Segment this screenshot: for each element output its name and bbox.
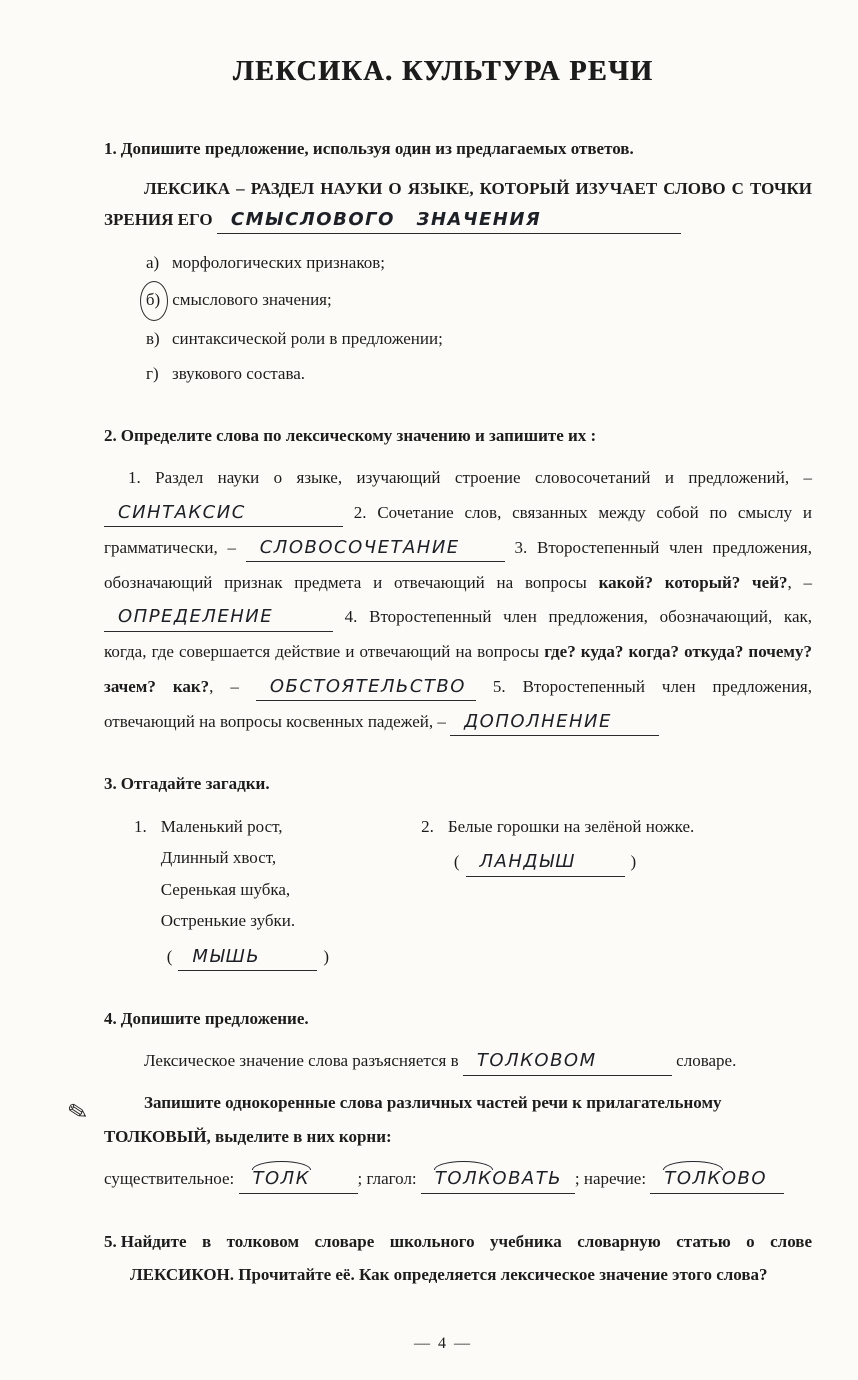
riddle-1-line: Остренькие зубки. <box>160 911 296 931</box>
exercise-3 <box>104 770 812 972</box>
exercise-3-number: 3. <box>104 773 117 793</box>
definition-5-text: 5. Второстепенный член предложения, отвечающий на вопросы косвенных падежей, – <box>104 677 812 732</box>
definition-4-questions: где? куда? когда? откуда? почему? зачем? как? <box>104 642 812 697</box>
exercise-1-heading <box>104 135 812 162</box>
riddle-1-body <box>161 811 335 972</box>
exercise-3-prompt: Отгадайте загадки. <box>120 773 270 793</box>
root-mark-verb: ТОЛК <box>435 1167 492 1191</box>
circled-option-b-letter: б) <box>140 281 168 321</box>
riddle-2-text: Белые горошки на зелёной ножке. <box>447 817 695 837</box>
definition-1-text: 1. Раздел науки о языке, изучающий строение словосочетаний и предложений, – <box>128 468 812 488</box>
exercise-1 <box>104 135 812 392</box>
close-paren: ) <box>323 946 330 966</box>
line-1-post: словаре. <box>671 1051 737 1071</box>
answer-blank-tolk <box>239 1167 358 1193</box>
option-b-text: смыслового значения; <box>172 289 332 309</box>
riddle-2-number: 2. <box>421 817 434 837</box>
noun-label: существительное: <box>104 1169 239 1189</box>
riddle-1-answer-line <box>161 941 335 972</box>
exercise-2 <box>104 422 812 740</box>
exercise-5-number: 5. <box>104 1232 117 1252</box>
exercise-4-heading <box>104 1002 812 1036</box>
exercise-2-number: 2. <box>104 425 117 445</box>
option-a-letter: а) <box>146 253 160 273</box>
exercise-1-number: 1. <box>104 138 117 158</box>
root-mark-noun: ТОЛК <box>253 1167 310 1191</box>
definition-3-tail: , – <box>787 572 813 592</box>
page-number: — 4 — <box>414 1334 472 1352</box>
adverb-rest: ОВО <box>721 1168 767 1190</box>
option-g-text: звукового состава. <box>172 364 306 384</box>
option-g <box>146 356 812 392</box>
definition-4-text: 4. Второстепенный член предложения, обозначающий, как, когда, где совершается действие и отвечающий на вопросы <box>104 607 812 662</box>
option-v-letter: в) <box>146 328 160 348</box>
answer-blank-tolkovat <box>421 1167 575 1193</box>
option-v-text: синтаксической роли в предложении; <box>172 328 443 348</box>
exercise-4 <box>65 1002 812 1196</box>
definition-2-text: 2. Сочетание слов, связанных между собой по смыслу и грамматически, – <box>104 502 812 557</box>
answer-blank-lexika: СМЫСЛОВОГО ЗНАЧЕНИЯ <box>217 208 681 234</box>
exercise-2-prompt: Определите слова по лексическому значению и запишите их : <box>120 425 597 445</box>
riddle-2-body <box>448 811 694 972</box>
exercise-5-heading <box>104 1226 812 1291</box>
definition-4-tail: , – <box>209 677 256 697</box>
answer-blank-obstoyatelstvo: ОБСТОЯТЕЛЬСТВО <box>256 675 476 701</box>
riddle-2 <box>421 811 694 972</box>
separator-2: ; наречие: <box>574 1169 651 1189</box>
exercise-4-prompt: Допишите предложение. <box>120 1009 309 1029</box>
line-1-pre: Лексическое значение слова разъясняется в <box>144 1051 463 1071</box>
answer-blank-landysh: ЛАНДЫШ <box>466 850 625 876</box>
option-v <box>146 321 812 357</box>
exercise-4-instruction: Запишите однокоренные слова различных частей речи к прилагательному ТОЛКОВЫЙ, выделите в них корни: <box>104 1093 722 1147</box>
riddle-1-line: Серенькая шубка, <box>160 879 291 899</box>
option-b <box>146 281 812 321</box>
answer-blank-tolkovo <box>650 1167 784 1193</box>
riddle-1 <box>134 811 335 972</box>
open-paren: ( <box>166 946 173 966</box>
exercise-3-heading <box>104 770 812 797</box>
exercise-4-number: 4. <box>104 1009 117 1029</box>
answer-blank-tolkovom: ТОЛКОВОМ <box>463 1049 672 1075</box>
option-g-letter: г) <box>146 364 159 384</box>
answer-blank-dopolnenie: ДОПОЛНЕНИЕ <box>450 710 659 736</box>
exercise-5-text: Найдите в толковом словаре школьного учебника словарную статью о слове ЛЕКСИКОН. Прочитайте её. Как определяется лексическое значение этого слова? <box>120 1232 812 1284</box>
answer-blank-syntax: СИНТАКСИС <box>104 501 343 527</box>
definition-3-questions: какой? который? чей? <box>598 572 788 592</box>
exercise-1-prompt: Допишите предложение, используя один из предлагаемых ответов. <box>120 138 634 158</box>
pencil-icon: ✎ <box>65 1098 91 1129</box>
statement-text: ЛЕКСИКА – РАЗДЕЛ НАУКИ О ЯЗЫКЕ, КОТОРЫЙ ИЗУЧАЕТ СЛОВО С ТОЧКИ ЗРЕНИЯ ЕГО <box>104 178 812 229</box>
option-a <box>146 245 812 281</box>
riddle-1-line: Длинный хвост, <box>160 848 277 868</box>
exercise-1-statement <box>104 174 812 235</box>
option-a-text: морфологических признаков; <box>172 253 385 273</box>
root-mark-adverb: ТОЛК <box>664 1167 721 1191</box>
close-paren: ) <box>630 852 637 872</box>
riddles-row <box>134 811 812 972</box>
definition-3-text: 3. Второстепенный член предложения, обозначающий признак предмета и отвечающий на вопросы <box>104 537 812 592</box>
answer-blank-mouse: МЫШЬ <box>178 945 317 971</box>
riddle-1-line: Маленький рост, <box>160 817 283 837</box>
answer-blank-opredelenie: ОПРЕДЕЛЕНИЕ <box>104 605 333 631</box>
definitions-paragraph <box>104 461 812 740</box>
exercise-5 <box>104 1226 812 1291</box>
page-title: ЛЕКСИКА. КУЛЬТУРА РЕЧИ <box>232 56 654 87</box>
exercise-4-line-1 <box>104 1044 812 1078</box>
verb-rest: ОВАТЬ <box>492 1168 563 1190</box>
open-paren: ( <box>453 852 460 872</box>
riddle-2-answer-line <box>448 846 694 877</box>
exercise-2-heading <box>104 422 812 449</box>
separator-1: ; глагол: <box>357 1169 421 1189</box>
exercise-4-forms-line <box>104 1162 812 1196</box>
answer-blank-slovosochetanie: СЛОВОСОЧЕТАНИЕ <box>246 536 505 562</box>
riddle-1-number: 1. <box>134 817 147 837</box>
options-list <box>104 245 812 392</box>
